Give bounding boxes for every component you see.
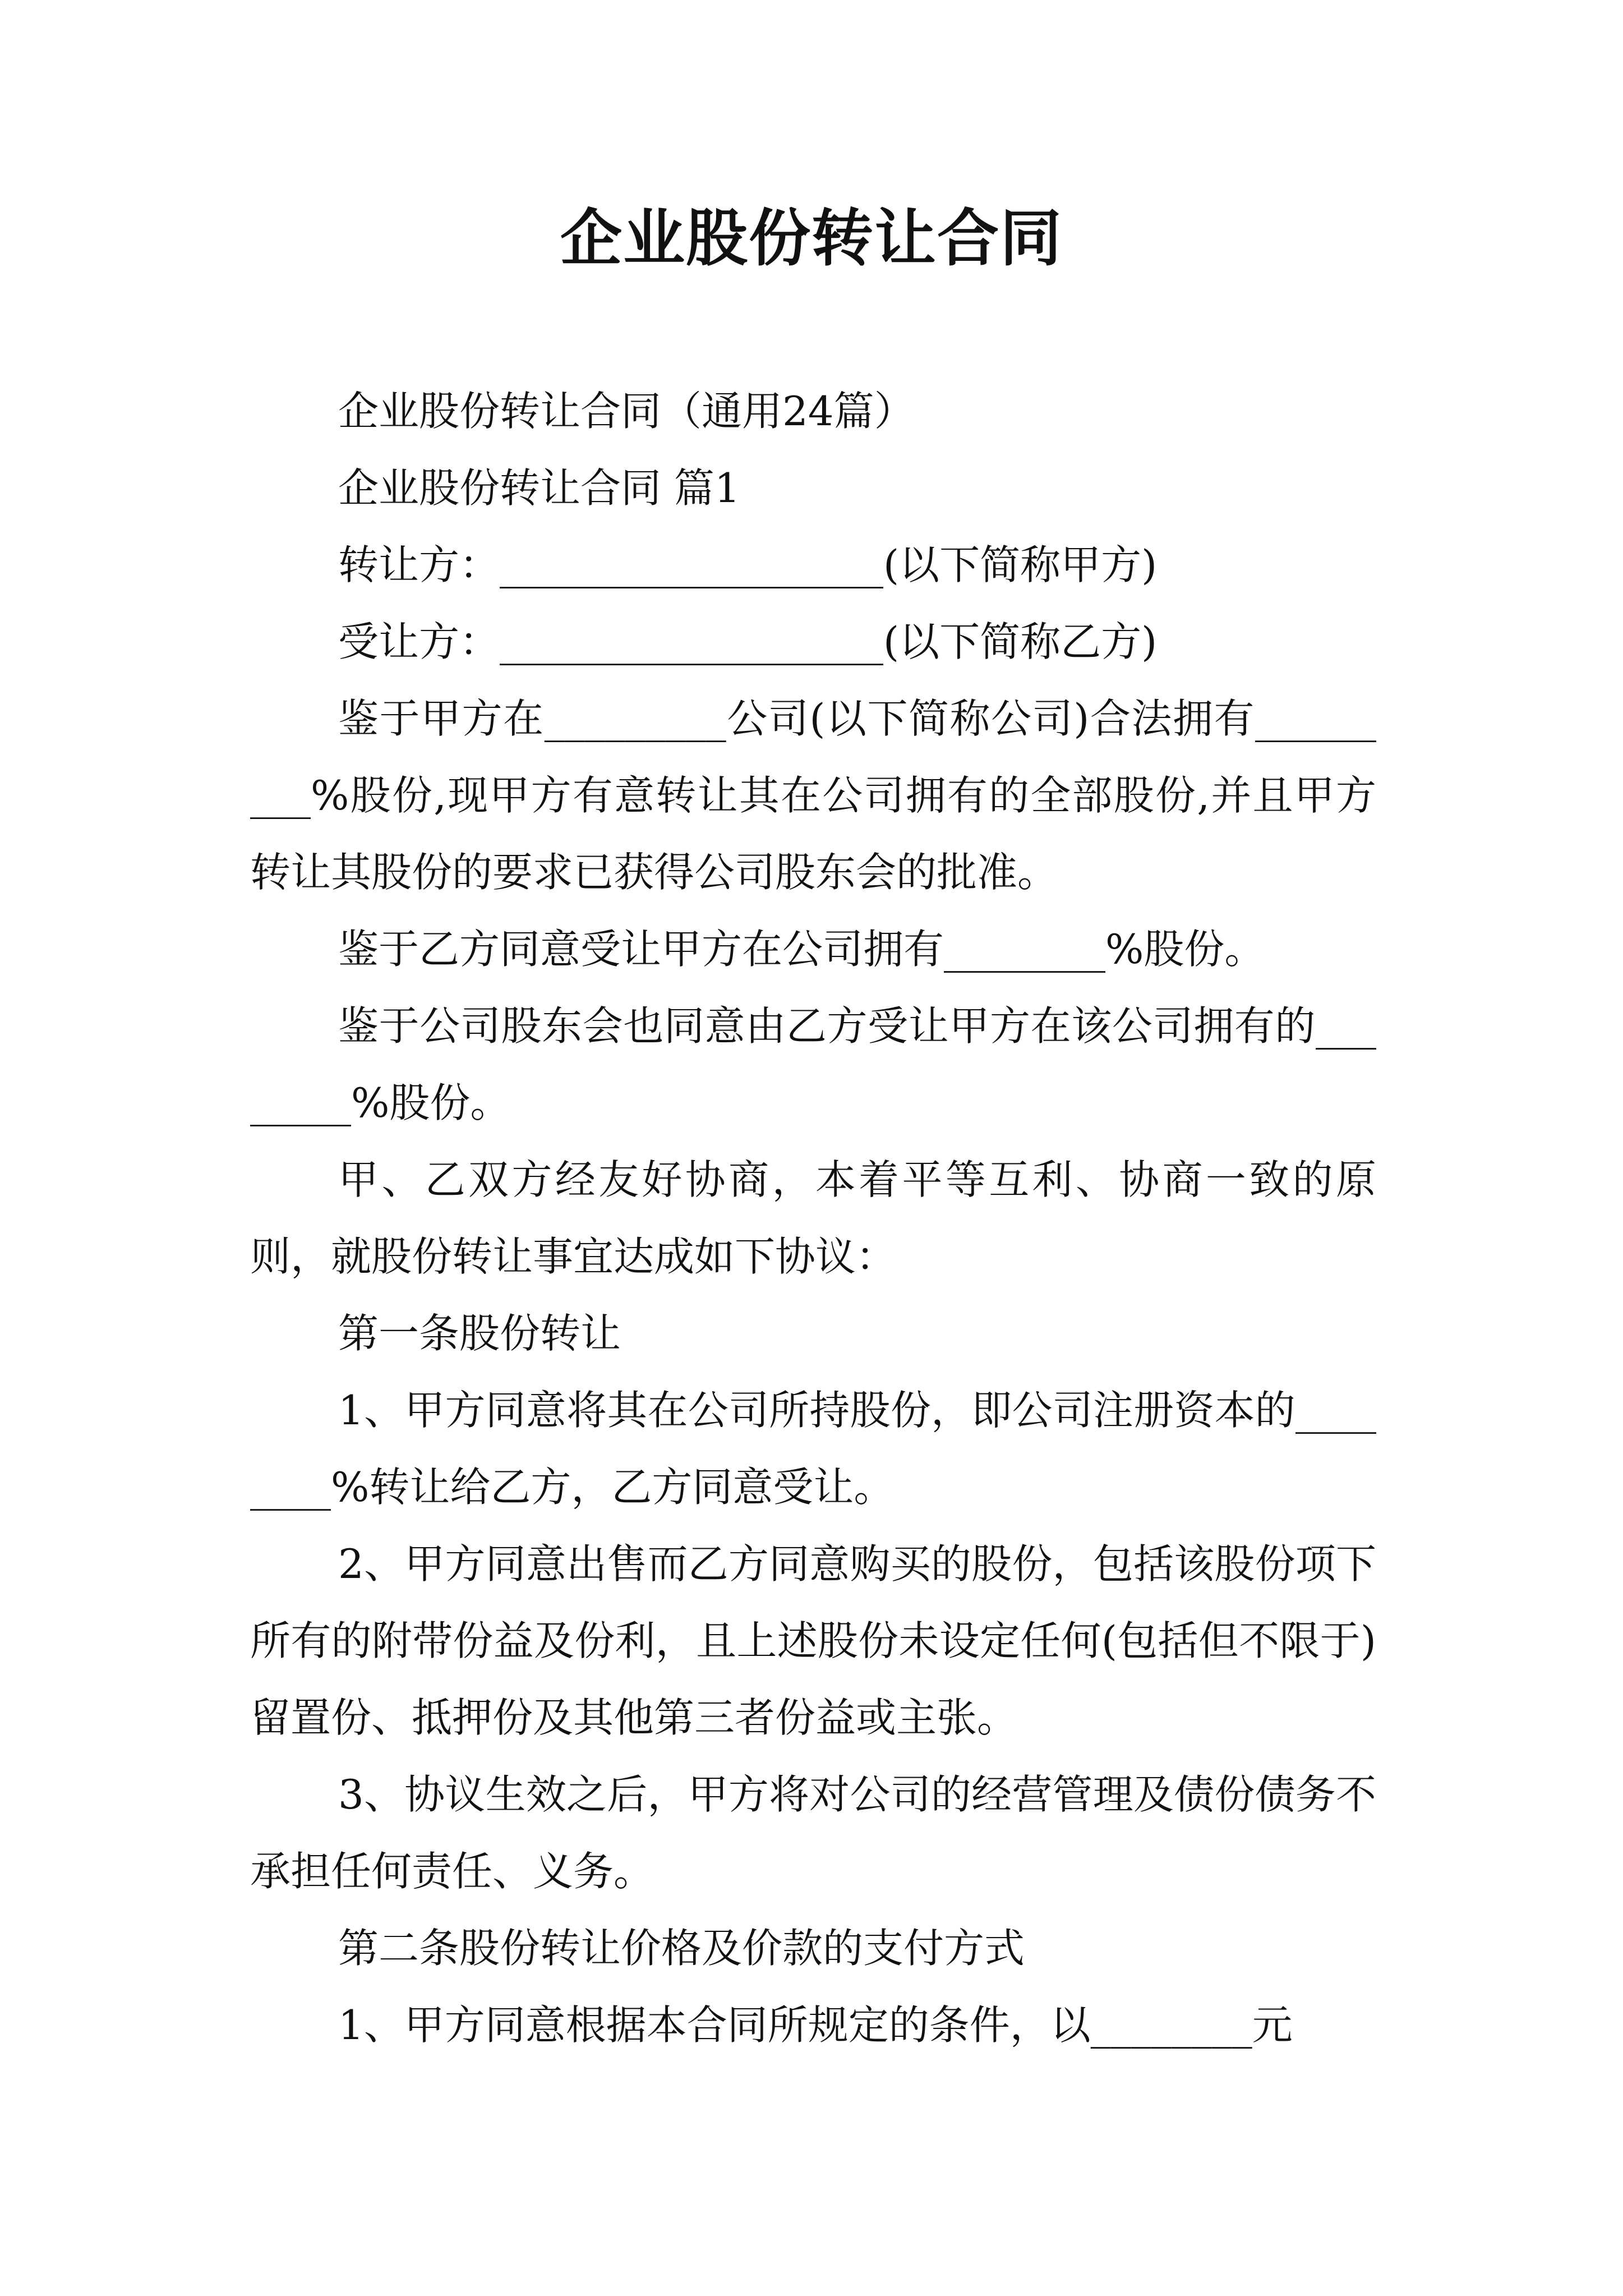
paragraph: 鉴于公司股东会也同意由乙方受让甲方在该公司拥有的________%股份。 [250, 1002, 1376, 1126]
paragraph: 鉴于甲方在_________公司(以下简称公司)合法拥有_________%股份,现甲方有意转让其在公司拥有的全部股份,并且甲方转让其股份的要求已获得公司股东会的批准。 [250, 695, 1376, 896]
paragraph: 鉴于乙方同意受让甲方在公司拥有________%股份。 [338, 926, 1265, 973]
paragraph: 第一条股份转让 [338, 1310, 621, 1357]
paragraph: 甲、乙双方经友好协商，本着平等互利、协商一致的原则，就股份转让事宜达成如下协议： [250, 1156, 1376, 1280]
paragraph: 企业股份转让合同（通用24篇） [338, 388, 915, 435]
paragraph: 受让方：___________________(以下简称乙方) [338, 618, 1158, 665]
paragraph: 第二条股份转让价格及价款的支付方式 [338, 1925, 1025, 1972]
paragraph: 转让方：___________________(以下简称甲方) [338, 541, 1158, 588]
document-title: 企业股份转让合同 [560, 202, 1063, 274]
document-body [250, 373, 1376, 2064]
paragraph: 2、甲方同意出售而乙方同意购买的股份，包括该股份项下所有的附带份益及份利，且上述股份未设定任何(包括但不限于)留置份、抵押份及其他第三者份益或主张。 [250, 1540, 1376, 1741]
paragraph: 企业股份转让合同 篇1 [338, 464, 740, 512]
paragraph: 1、甲方同意将其在公司所持股份，即公司注册资本的________%转让给乙方，乙方同意受让。 [250, 1387, 1376, 1511]
paragraph: 1、甲方同意根据本合同所规定的条件，以________元 [338, 2001, 1293, 2049]
paragraph: 3、协议生效之后，甲方将对公司的经营管理及债份债务不承担任何责任、义务。 [250, 1771, 1376, 1895]
